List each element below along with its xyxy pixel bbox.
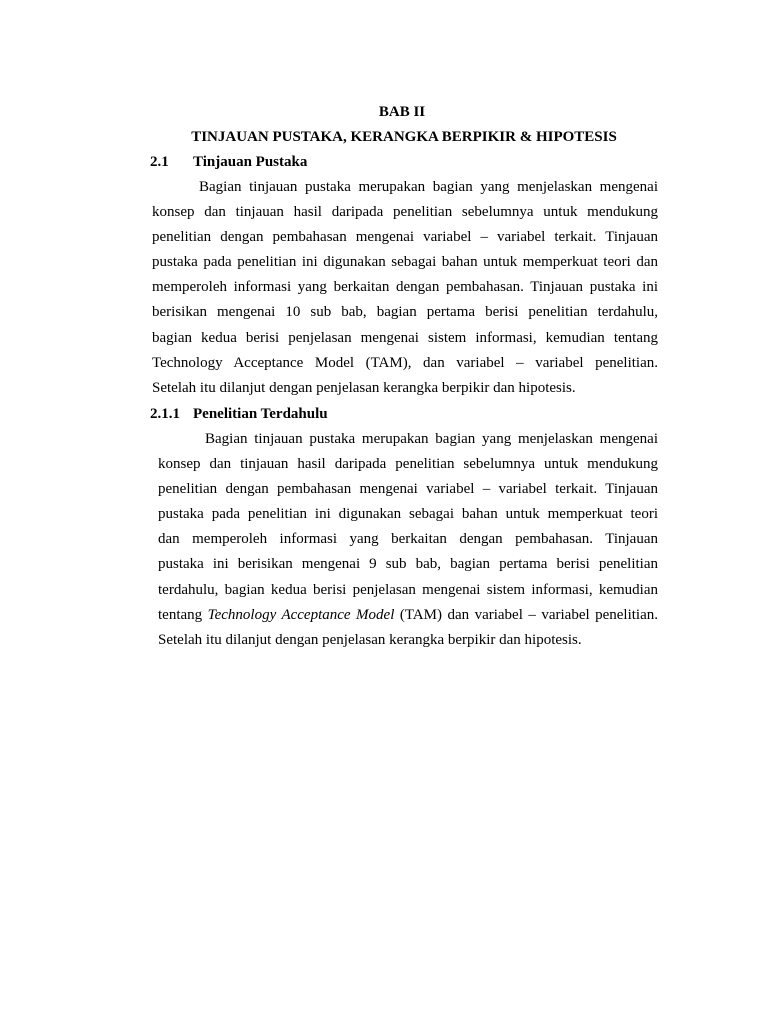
paragraph-tinjauan-pustaka — [152, 175, 658, 401]
paragraph-line: Setelah itu dilanjut dengan penjelasan kerangka berpikir dan hipotesis. — [158, 631, 582, 648]
section-number: 2.1.1 — [150, 406, 180, 422]
paragraph-penelitian-terdahulu — [158, 427, 658, 653]
paragraph-line: pustaka pada penelitian ini digunakan sebagai bahan untuk memperkuat teori dan — [152, 254, 658, 271]
paragraph-line: penelitian dengan pembahasan mengenai variabel – variabel terkait. Tinjauan — [158, 481, 658, 498]
paragraph-line: Setelah itu dilanjut dengan penjelasan kerangka berpikir dan hipotesis. — [152, 379, 576, 396]
paragraph-line: Bagian tinjauan pustaka merupakan bagian yang menjelaskan mengenai — [199, 179, 658, 195]
section-heading-2-1 — [150, 152, 307, 172]
chapter-title: TINJAUAN PUSTAKA, KERANGKA BERPIKIR & HIPOTESIS — [191, 129, 617, 145]
paragraph-line: konsep dan tinjauan hasil daripada penelitian sebelumnya untuk mendukung — [158, 456, 658, 473]
section-title: Penelitian Terdahulu — [193, 406, 328, 422]
section-heading-2-1-1 — [150, 404, 328, 424]
paragraph-line: berisikan mengenai 10 sub bab, bagian pertama berisi penelitian terdahulu, — [152, 304, 658, 321]
paragraph-line: Bagian tinjauan pustaka merupakan bagian yang menjelaskan mengenai — [205, 431, 658, 447]
line-text: tentang — [158, 606, 208, 623]
paragraph-line: dan memperoleh informasi yang berkaitan dengan pembahasan. Tinjauan — [158, 531, 658, 548]
section-title: Tinjauan Pustaka — [193, 154, 308, 170]
paragraph-line: konsep dan tinjauan hasil daripada penelitian sebelumnya untuk mendukung — [152, 204, 658, 221]
paragraph-line: bagian kedua berisi penjelasan mengenai sistem informasi, kemudian tentang — [152, 329, 658, 346]
paragraph-line — [158, 603, 658, 628]
paragraph-line: terdahulu, bagian kedua berisi penjelasan mengenai sistem informasi, kemudian — [158, 581, 658, 598]
italic-term: Technology Acceptance Model — [207, 606, 395, 623]
paragraph-line: memperoleh informasi yang berkaitan dengan pembahasan. Tinjauan pustaka ini — [152, 279, 658, 296]
paragraph-line: pustaka pada penelitian ini digunakan sebagai bahan untuk memperkuat teori — [158, 506, 658, 523]
paragraph-line: penelitian dengan pembahasan mengenai variabel – variabel terkait. Tinjauan — [152, 229, 658, 246]
section-number: 2.1 — [150, 154, 169, 170]
paragraph-line: Technology Acceptance Model (TAM), dan variabel – variabel penelitian. — [152, 354, 658, 371]
chapter-label: BAB II — [378, 104, 426, 120]
line-text: (TAM) dan variabel – variabel penelitian. — [394, 606, 659, 623]
paragraph-line: pustaka ini berisikan mengenai 9 sub bab, bagian pertama berisi penelitian — [158, 556, 658, 573]
